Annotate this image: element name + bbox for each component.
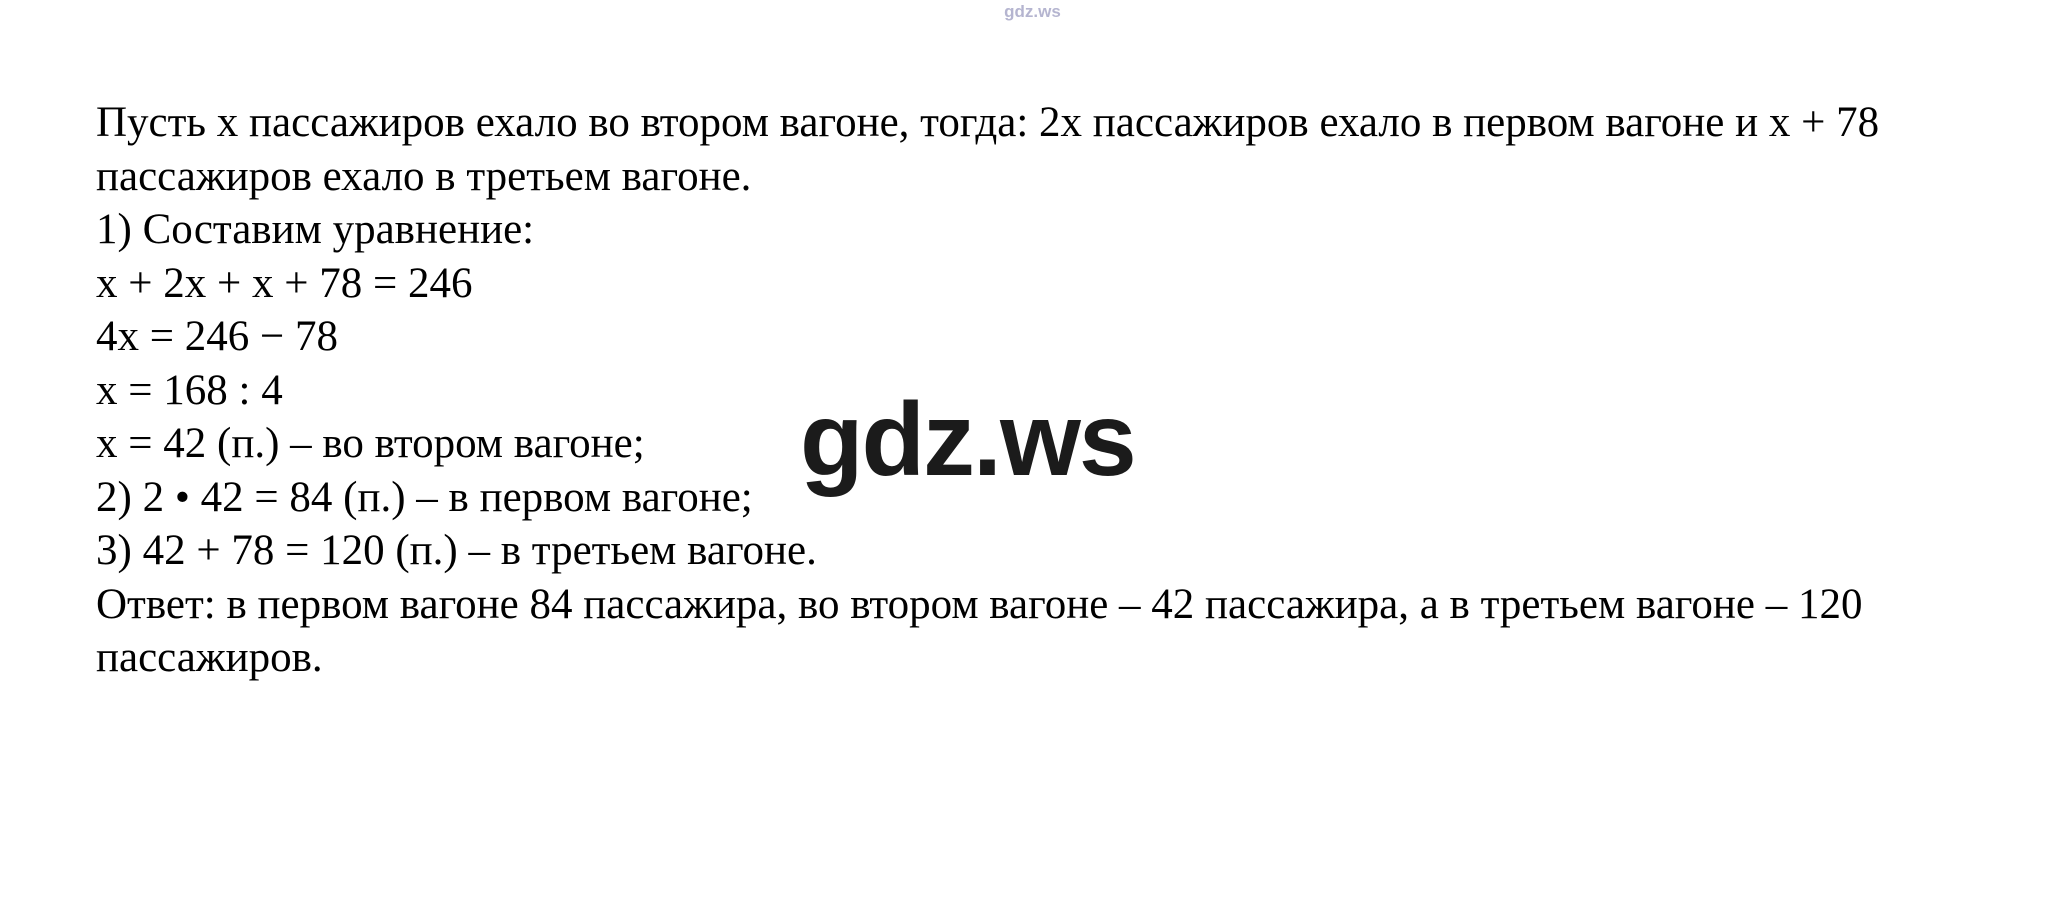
center-watermark: gdz.ws [800,382,1135,498]
solution-line-5: х = 168 : 4 [96,366,283,414]
solution-line-9: Ответ: в первом вагоне 84 пассажира, во втором вагоне – 42 пассажира, а в третьем вагоне – 120 пассажиров. [96,580,1874,682]
solution-line-4: 4х = 246 − 78 [96,313,339,361]
solution-line-3: х + 2х + х + 78 = 246 [96,259,473,307]
solution-line-2: 1) Составим уравнение: [96,206,535,254]
solution-line-6: х = 42 (п.) – во втором вагоне; [96,420,645,468]
solution-line-7: 2) 2 • 42 = 84 (п.) – в первом вагоне; [96,473,753,521]
solution-line-8: 3) 42 + 78 = 120 (п.) – в третьем вагоне. [96,527,817,575]
solution-line-1: Пусть х пассажиров ехало во втором вагоне, тогда: 2х пассажиров ехало в первом вагоне и х + 78 пассажиров ехало в третьем вагоне. [96,99,1890,200]
top-watermark: gdz.ws [1004,2,1061,21]
